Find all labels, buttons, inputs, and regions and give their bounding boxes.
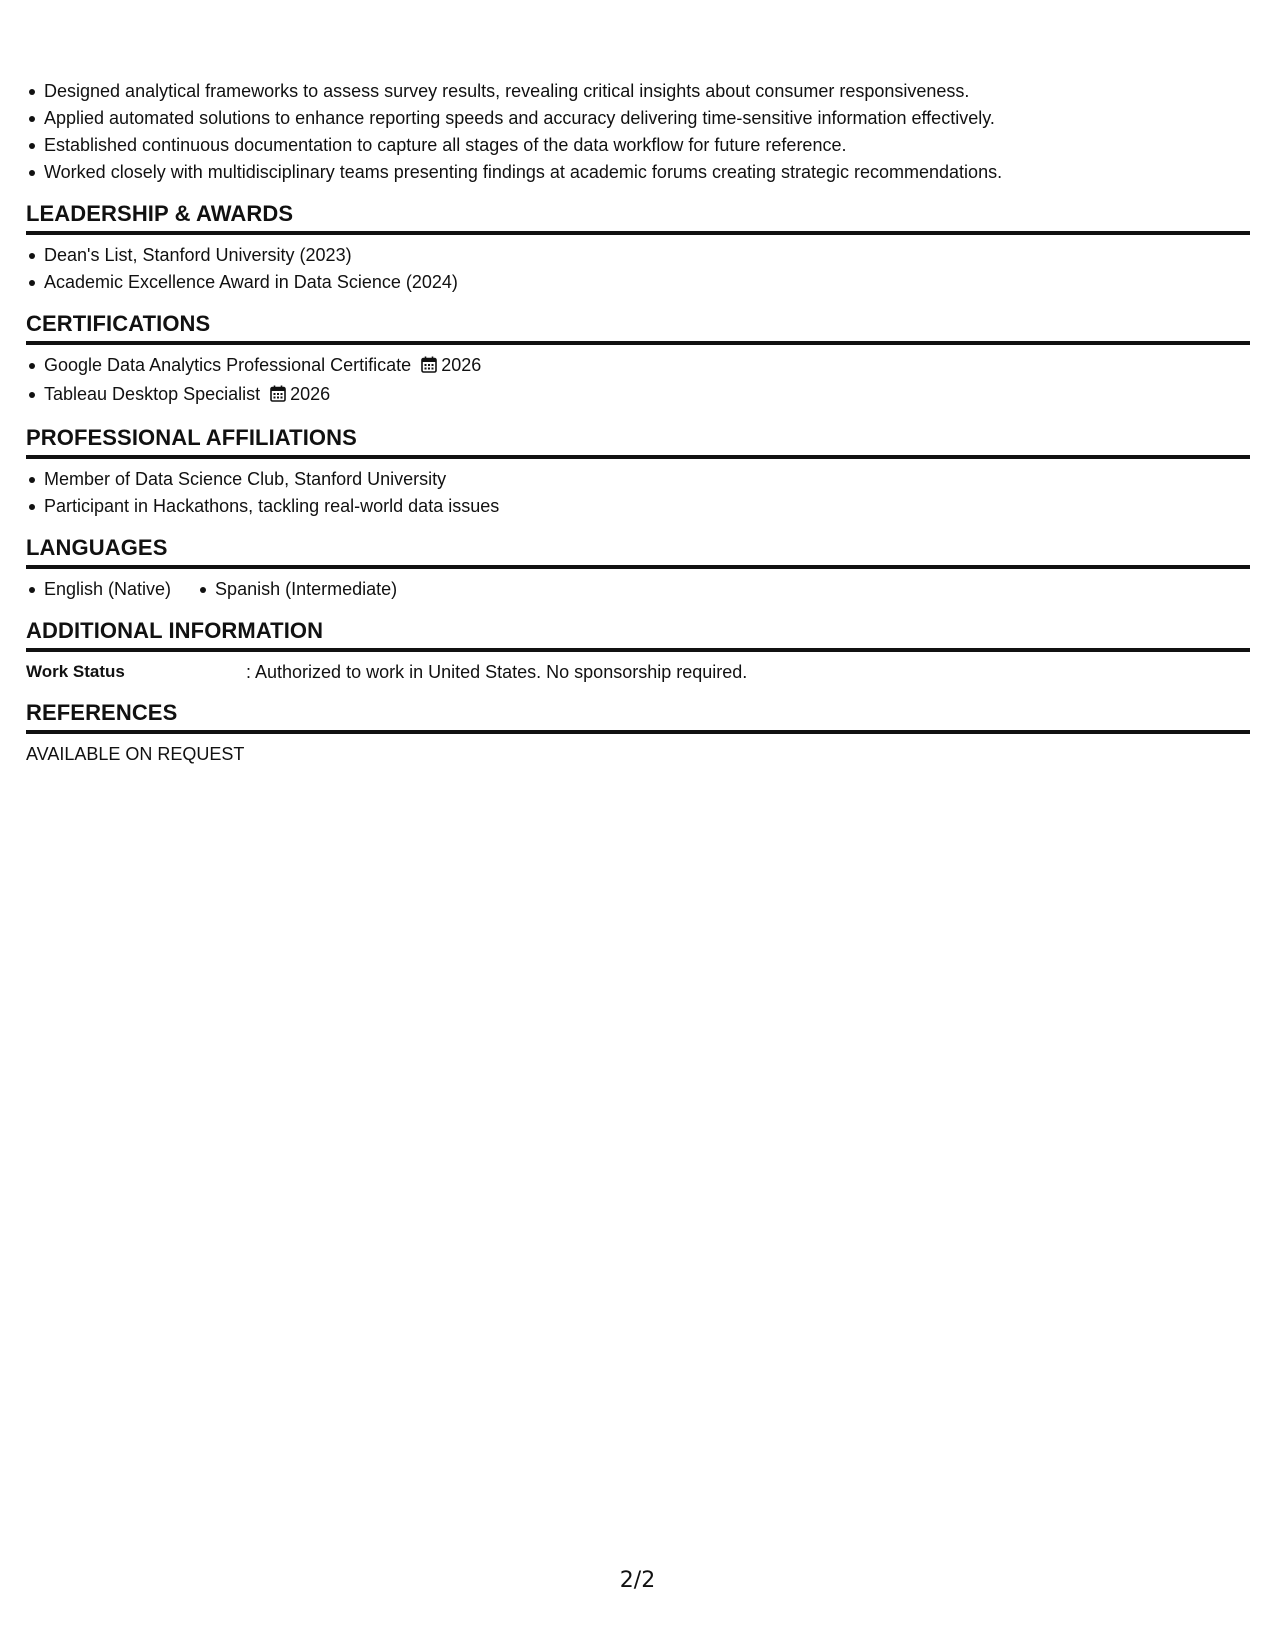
certification-name: Tableau Desktop Specialist — [44, 384, 261, 404]
resume-page — [26, 78, 1250, 767]
work-status-row — [26, 659, 1250, 685]
languages-section — [26, 534, 1250, 603]
languages-list — [26, 576, 1250, 603]
leadership-section — [26, 200, 1250, 296]
language-item: Spanish (Intermediate) — [215, 576, 397, 603]
experience-bullet: Applied automated solutions to enhance reporting speeds and accuracy delivering time-sensitive information effectively. — [44, 105, 1250, 132]
certification-item — [44, 352, 1250, 381]
certifications-list — [26, 352, 1250, 410]
language-item: English (Native) — [44, 576, 171, 603]
references-section — [26, 699, 1250, 767]
additional-info-section — [26, 617, 1250, 685]
references-text: AVAILABLE ON REQUEST — [26, 744, 245, 764]
work-status-value: : Authorized to work in United States. No sponsorship required. — [246, 662, 748, 682]
additional-info-heading: ADDITIONAL INFORMATION — [26, 617, 1250, 652]
leadership-list — [26, 242, 1250, 296]
calendar-icon — [270, 383, 286, 410]
experience-bullet: Established continuous documentation to capture all stages of the data workflow for future reference. — [44, 132, 1250, 159]
affiliations-heading: PROFESSIONAL AFFILIATIONS — [26, 424, 1250, 459]
affiliation-item: Member of Data Science Club, Stanford University — [44, 466, 1250, 493]
affiliation-item: Participant in Hackathons, tackling real-world data issues — [44, 493, 1250, 520]
experience-bullet-list — [26, 78, 1250, 186]
languages-heading: LANGUAGES — [26, 534, 1250, 569]
work-status-label: Work Status — [26, 662, 125, 681]
affiliations-list — [26, 466, 1250, 520]
certifications-section — [26, 310, 1250, 410]
certification-year: 2026 — [441, 355, 482, 375]
leadership-item: Academic Excellence Award in Data Science (2024) — [44, 269, 1250, 296]
references-heading: REFERENCES — [26, 699, 1250, 734]
experience-bullet: Worked closely with multidisciplinary teams presenting findings at academic forums creating strategic recommendations. — [44, 159, 1250, 186]
calendar-icon — [421, 354, 437, 381]
page-number: 2/2 — [619, 1568, 656, 1593]
certification-year: 2026 — [290, 384, 331, 404]
affiliations-section — [26, 424, 1250, 520]
leadership-item: Dean's List, Stanford University (2023) — [44, 242, 1250, 269]
certifications-heading: CERTIFICATIONS — [26, 310, 1250, 345]
certification-item — [44, 381, 1250, 410]
experience-bullet: Designed analytical frameworks to assess survey results, revealing critical insights about consumer responsiveness. — [44, 78, 1250, 105]
leadership-heading: LEADERSHIP & AWARDS — [26, 200, 1250, 235]
certification-name: Google Data Analytics Professional Certificate — [44, 355, 412, 375]
